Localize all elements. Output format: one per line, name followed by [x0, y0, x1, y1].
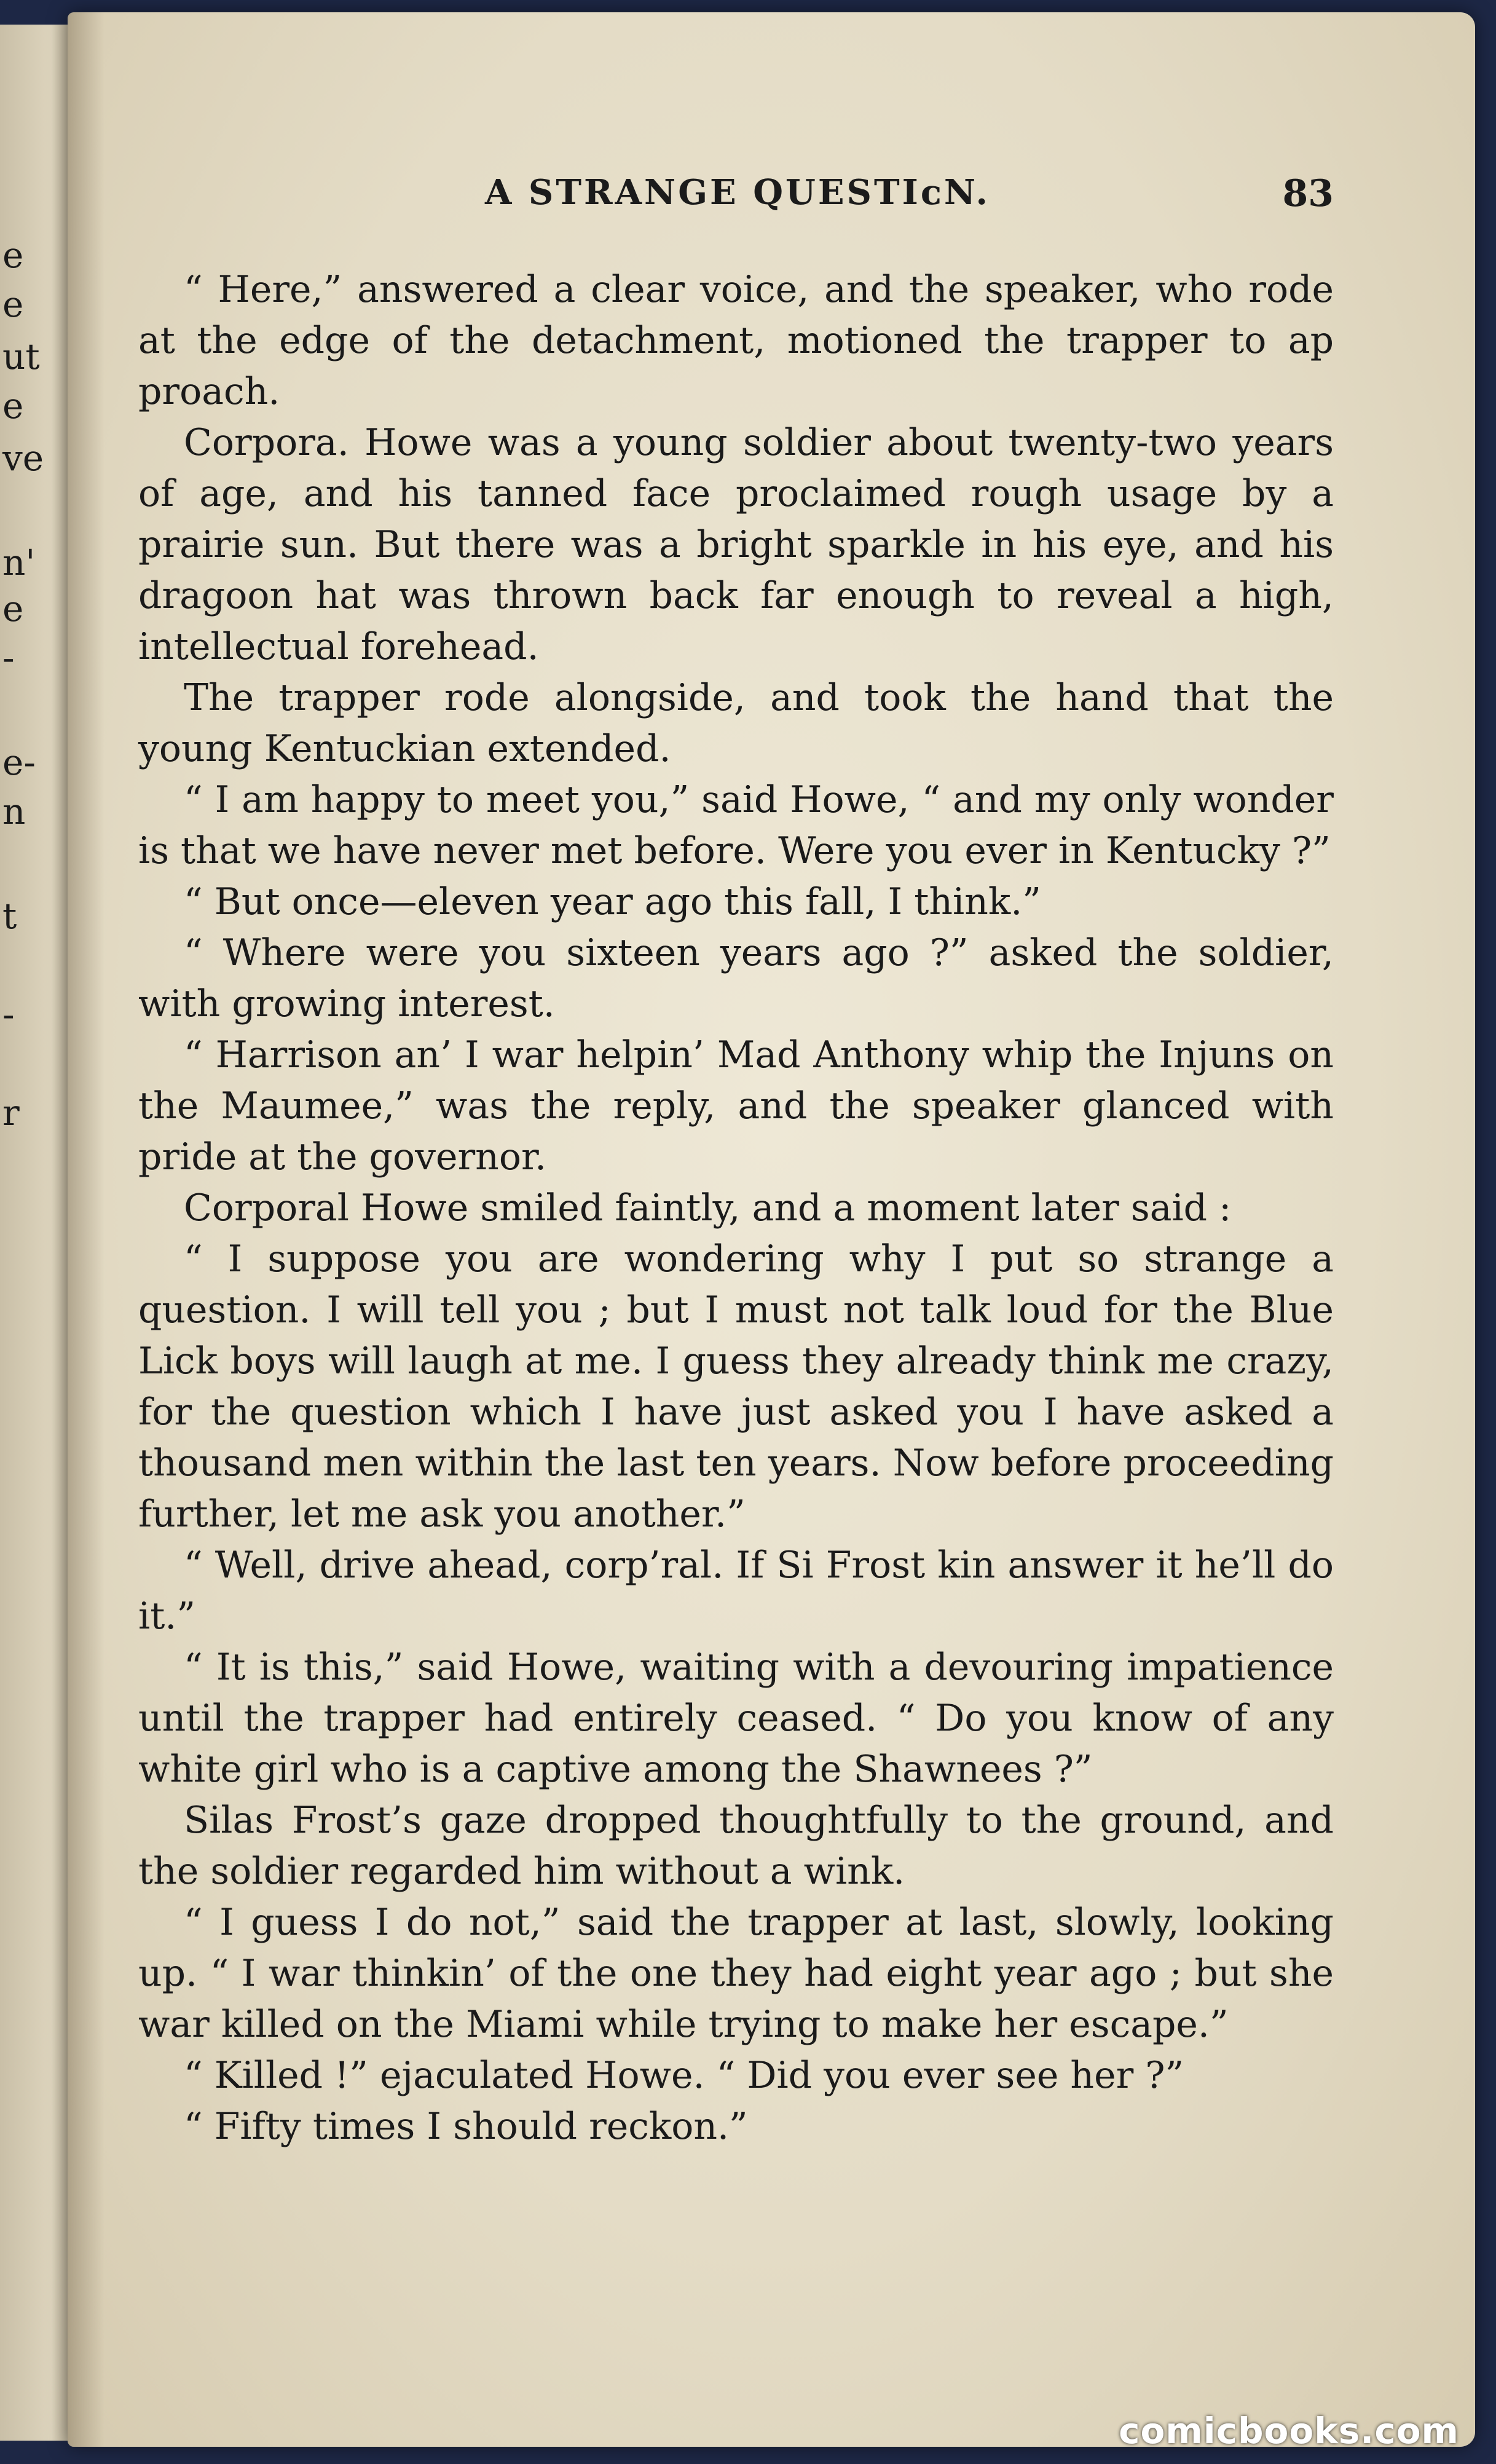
- left-page-fragment: e: [2, 385, 24, 427]
- left-page-fragment: t: [2, 895, 17, 937]
- paragraph: “ Harrison an’ I war helpin’ Mad Anthony whip the Injuns on the Maumee,” was the reply, and the speaker glanced with pride at the governor.: [138, 1033, 1334, 1179]
- left-page-fragment: r: [2, 1092, 20, 1134]
- book-page: [68, 12, 1475, 2447]
- paragraph: “ Fifty times I should reckon.”: [184, 2105, 748, 2148]
- left-page-fragment: e: [2, 283, 24, 325]
- left-page-fragment: ve: [2, 437, 44, 479]
- paragraph: “ Here,” answered a clear voice, and the speaker, who rode at the edge of the detachment, motioned the trapper to ap proach.: [138, 268, 1334, 413]
- paragraph: “ Killed !” ejaculated Howe. “ Did you ever see her ?”: [184, 2054, 1184, 2097]
- left-page-fragment: n: [2, 791, 26, 832]
- left-page-fragment: -: [2, 993, 15, 1035]
- paragraph: “ It is this,” said Howe, waiting with a devouring impatience until the trapper had entirely ceased. “ Do you know of any white girl who is a captive among the Shawnees ?”: [138, 1646, 1334, 1791]
- paragraph: The trapper rode alongside, and took the hand that the young Kentuckian extended.: [138, 676, 1334, 770]
- body-text: [138, 264, 1334, 2152]
- paragraph: Corporal Howe smiled faintly, and a moment later said :: [184, 1187, 1232, 1230]
- paragraph: Silas Frost’s gaze dropped thoughtfully to the ground, and the soldier regarded him without a wink.: [138, 1799, 1334, 1893]
- paragraph: “ I am happy to meet you,” said Howe, “ and my only wonder is that we have never met before. Were you ever in Kentucky ?”: [138, 778, 1334, 872]
- left-page-fragment: e: [2, 588, 24, 630]
- paragraph: “ I guess I do not,” said the trapper at last, slowly, looking up. “ I war thinkin’ of the one they had eight year ago ; but she war killed on the Miami while trying to make her escape.”: [138, 1901, 1334, 2046]
- left-page-fragment: e-: [2, 741, 36, 783]
- paragraph: “ Well, drive ahead, corp’ral. If Si Frost kin answer it he’ll do it.”: [138, 1544, 1334, 1638]
- paragraph: “ Where were you sixteen years ago ?” asked the soldier, with growing interest.: [138, 931, 1334, 1025]
- left-page-edge: [0, 25, 74, 2441]
- paragraph: Corpora. Howe was a young soldier about twenty-two years of age, and his tanned face proclaimed rough usage by a prairie sun. But there was a bright sparkle in his eye, and his dragoon hat was thrown back far enough to reveal a high, intellectual forehead.: [138, 421, 1334, 668]
- watermark-logo: comicbooks.com: [1119, 2410, 1459, 2452]
- left-page-fragment: -: [2, 637, 15, 679]
- left-page-fragment: ut: [2, 336, 40, 377]
- page-gutter-shadow: [68, 12, 104, 2447]
- running-title: A STRANGE QUESTIᴄN.: [484, 172, 991, 213]
- page-number: 83: [1282, 172, 1334, 215]
- left-page-fragment: e: [2, 234, 24, 276]
- left-page-fragment: n': [2, 542, 36, 583]
- running-head: [141, 172, 1334, 227]
- paragraph: “ But once—eleven year ago this fall, I think.”: [184, 880, 1041, 923]
- paragraph: “ I suppose you are wondering why I put so strange a question. I will tell you ; but I must not talk loud for the Blue Lick boys will laugh at me. I guess they already think me crazy, for the question which I have just asked you I have asked a thousand men within the last ten years. Now before proceeding further, let me ask you another.”: [138, 1238, 1334, 1536]
